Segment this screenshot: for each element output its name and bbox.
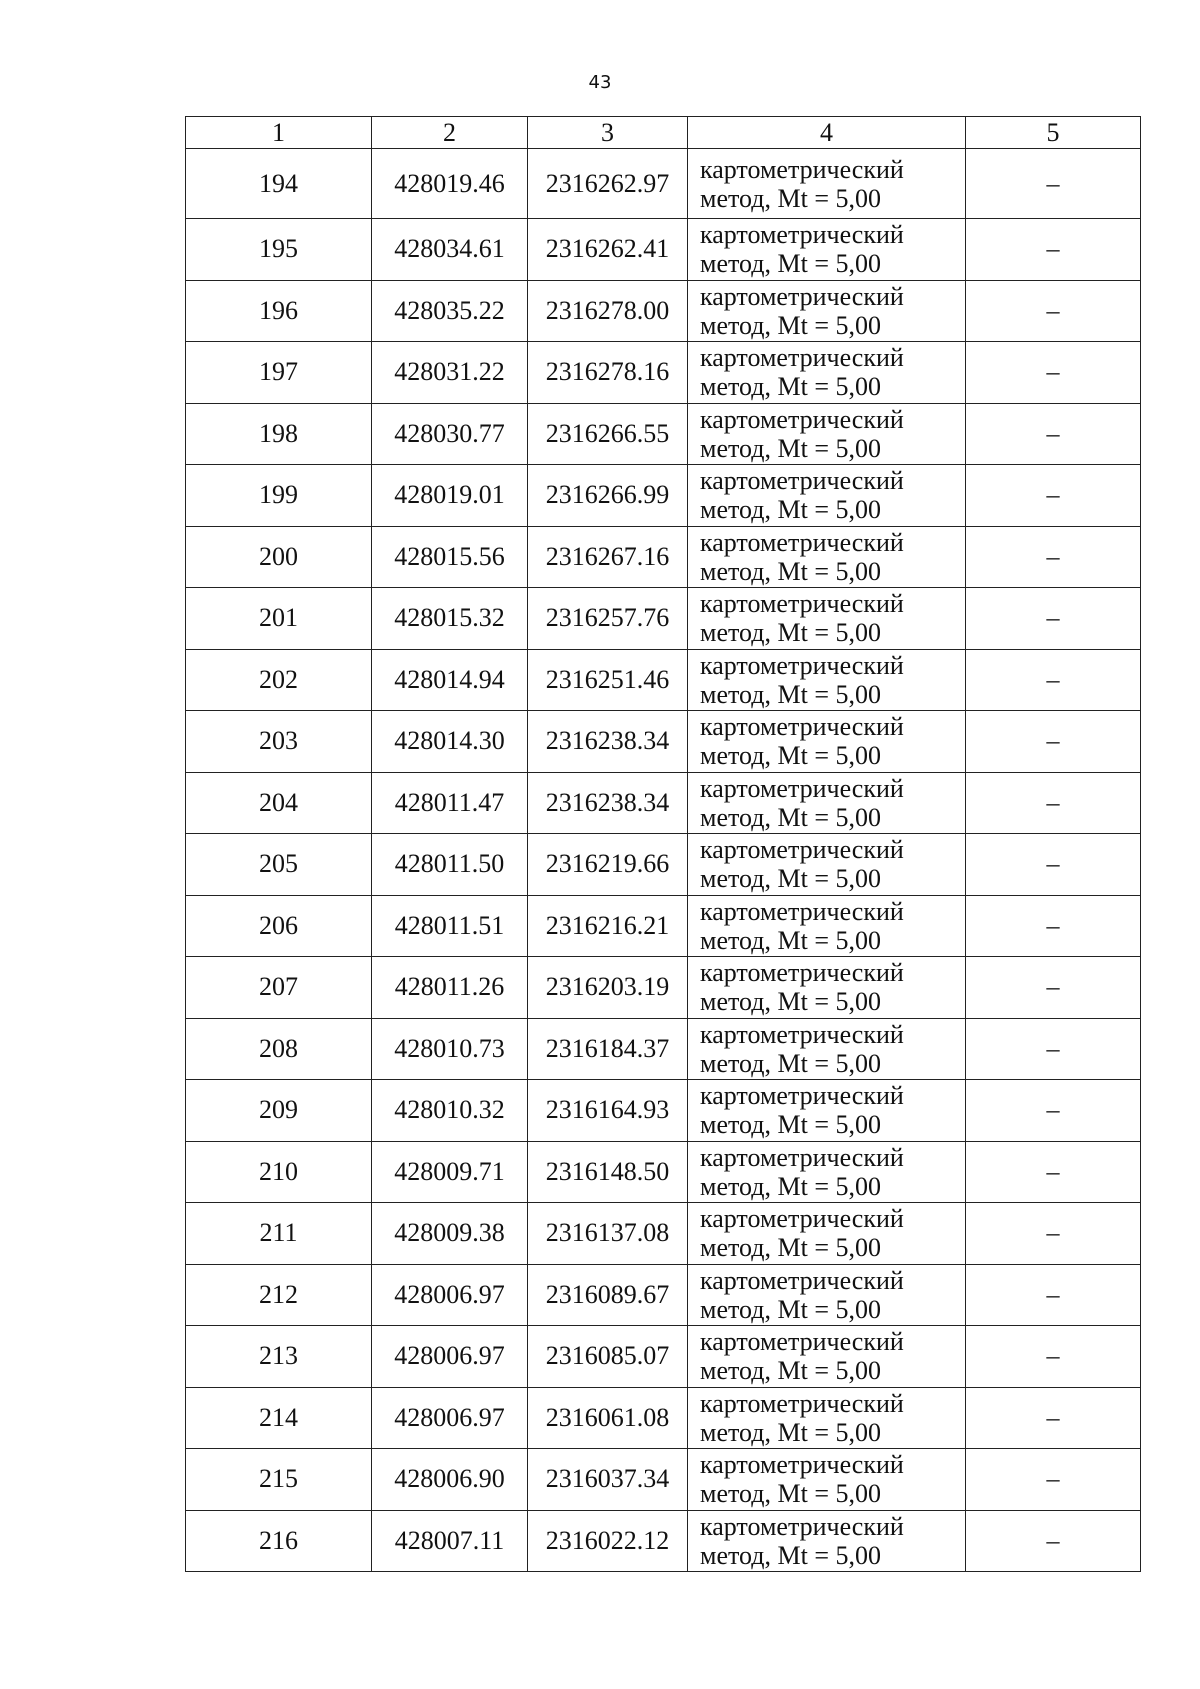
point-number-cell: 213 <box>186 1326 372 1388</box>
point-number-cell: 216 <box>186 1510 372 1572</box>
x-coordinate-cell: 428019.46 <box>372 149 528 219</box>
method-line-2: метод, Mt = 5,00 <box>700 679 881 709</box>
method-line-2: метод, Mt = 5,00 <box>700 433 881 463</box>
method-cell <box>688 342 966 404</box>
note-cell: – <box>966 834 1141 896</box>
note-cell: – <box>966 1080 1141 1142</box>
method-line-1: картометрический <box>700 1388 904 1418</box>
note-cell: – <box>966 1203 1141 1265</box>
y-coordinate-cell: 2316262.41 <box>528 219 688 281</box>
header-col-2: 2 <box>372 117 528 149</box>
x-coordinate-cell: 428035.22 <box>372 280 528 342</box>
x-coordinate-cell: 428010.32 <box>372 1080 528 1142</box>
note-cell: – <box>966 1141 1141 1203</box>
note-cell: – <box>966 588 1141 650</box>
table-row <box>186 1510 1141 1572</box>
method-line-1: картометрический <box>700 1511 904 1541</box>
point-number-cell: 210 <box>186 1141 372 1203</box>
note-cell: – <box>966 1387 1141 1449</box>
point-number-cell: 201 <box>186 588 372 650</box>
y-coordinate-cell: 2316216.21 <box>528 895 688 957</box>
x-coordinate-cell: 428034.61 <box>372 219 528 281</box>
method-cell <box>688 219 966 281</box>
x-coordinate-cell: 428010.73 <box>372 1018 528 1080</box>
y-coordinate-cell: 2316257.76 <box>528 588 688 650</box>
method-line-2: метод, Mt = 5,00 <box>700 495 881 525</box>
y-coordinate-cell: 2316022.12 <box>528 1510 688 1572</box>
method-line-1: картометрический <box>700 343 904 373</box>
point-number-cell: 200 <box>186 526 372 588</box>
method-cell <box>688 1203 966 1265</box>
note-cell: – <box>966 1018 1141 1080</box>
y-coordinate-cell: 2316037.34 <box>528 1449 688 1511</box>
method-line-1: картометрический <box>700 958 904 988</box>
x-coordinate-cell: 428015.56 <box>372 526 528 588</box>
y-coordinate-cell: 2316203.19 <box>528 957 688 1019</box>
table-row <box>186 1203 1141 1265</box>
method-line-1: картометрический <box>700 466 904 496</box>
x-coordinate-cell: 428019.01 <box>372 465 528 527</box>
method-cell <box>688 1510 966 1572</box>
table-row <box>186 219 1141 281</box>
header-col-4: 4 <box>688 117 966 149</box>
method-cell <box>688 649 966 711</box>
method-cell <box>688 1326 966 1388</box>
point-number-cell: 211 <box>186 1203 372 1265</box>
method-line-1: картометрический <box>700 773 904 803</box>
method-line-1: картометрический <box>700 1019 904 1049</box>
table-row <box>186 1326 1141 1388</box>
method-cell <box>688 895 966 957</box>
y-coordinate-cell: 2316085.07 <box>528 1326 688 1388</box>
table-row <box>186 342 1141 404</box>
method-cell <box>688 772 966 834</box>
note-cell: – <box>966 403 1141 465</box>
y-coordinate-cell: 2316148.50 <box>528 1141 688 1203</box>
header-col-1: 1 <box>186 117 372 149</box>
method-line-2: метод, Mt = 5,00 <box>700 741 881 771</box>
method-cell <box>688 1264 966 1326</box>
y-coordinate-cell: 2316278.00 <box>528 280 688 342</box>
y-coordinate-cell: 2316262.97 <box>528 149 688 219</box>
y-coordinate-cell: 2316251.46 <box>528 649 688 711</box>
header-col-5: 5 <box>966 117 1141 149</box>
x-coordinate-cell: 428011.47 <box>372 772 528 834</box>
point-number-cell: 207 <box>186 957 372 1019</box>
header-col-3: 3 <box>528 117 688 149</box>
method-cell <box>688 588 966 650</box>
y-coordinate-cell: 2316266.55 <box>528 403 688 465</box>
method-line-1: картометрический <box>700 1327 904 1357</box>
method-line-2: метод, Mt = 5,00 <box>700 802 881 832</box>
method-line-1: картометрический <box>700 220 904 250</box>
point-number-cell: 196 <box>186 280 372 342</box>
method-cell <box>688 1080 966 1142</box>
table-row <box>186 711 1141 773</box>
point-number-cell: 195 <box>186 219 372 281</box>
y-coordinate-cell: 2316238.34 <box>528 772 688 834</box>
point-number-cell: 208 <box>186 1018 372 1080</box>
table-row <box>186 1080 1141 1142</box>
method-cell <box>688 280 966 342</box>
method-cell <box>688 149 966 219</box>
x-coordinate-cell: 428006.97 <box>372 1387 528 1449</box>
method-line-1: картометрический <box>700 527 904 557</box>
point-number-cell: 215 <box>186 1449 372 1511</box>
x-coordinate-cell: 428011.26 <box>372 957 528 1019</box>
method-cell <box>688 403 966 465</box>
y-coordinate-cell: 2316267.16 <box>528 526 688 588</box>
table-row <box>186 772 1141 834</box>
method-line-2: метод, Mt = 5,00 <box>700 864 881 894</box>
x-coordinate-cell: 428030.77 <box>372 403 528 465</box>
x-coordinate-cell: 428006.97 <box>372 1264 528 1326</box>
method-cell <box>688 957 966 1019</box>
note-cell: – <box>966 219 1141 281</box>
method-line-1: картометрический <box>700 589 904 619</box>
note-cell: – <box>966 526 1141 588</box>
point-number-cell: 199 <box>186 465 372 527</box>
x-coordinate-cell: 428011.50 <box>372 834 528 896</box>
method-line-1: картометрический <box>700 404 904 434</box>
table-row <box>186 1387 1141 1449</box>
method-line-1: картометрический <box>700 281 904 311</box>
y-coordinate-cell: 2316278.16 <box>528 342 688 404</box>
point-number-cell: 194 <box>186 149 372 219</box>
note-cell: – <box>966 465 1141 527</box>
method-line-2: метод, Mt = 5,00 <box>700 1110 881 1140</box>
point-number-cell: 197 <box>186 342 372 404</box>
method-cell <box>688 1449 966 1511</box>
table-body <box>186 149 1141 1572</box>
x-coordinate-cell: 428006.97 <box>372 1326 528 1388</box>
method-cell <box>688 1387 966 1449</box>
y-coordinate-cell: 2316238.34 <box>528 711 688 773</box>
method-line-2: метод, Mt = 5,00 <box>700 987 881 1017</box>
method-line-1: картометрический <box>700 650 904 680</box>
y-coordinate-cell: 2316266.99 <box>528 465 688 527</box>
table-header-row <box>186 117 1141 149</box>
y-coordinate-cell: 2316061.08 <box>528 1387 688 1449</box>
method-line-1: картометрический <box>700 1450 904 1480</box>
table-row <box>186 895 1141 957</box>
x-coordinate-cell: 428031.22 <box>372 342 528 404</box>
method-line-2: метод, Mt = 5,00 <box>700 1048 881 1078</box>
method-cell <box>688 1018 966 1080</box>
point-number-cell: 214 <box>186 1387 372 1449</box>
y-coordinate-cell: 2316184.37 <box>528 1018 688 1080</box>
y-coordinate-cell: 2316164.93 <box>528 1080 688 1142</box>
method-line-2: метод, Mt = 5,00 <box>700 183 881 213</box>
table-row <box>186 1449 1141 1511</box>
method-line-1: картометрический <box>700 896 904 926</box>
method-line-1: картометрический <box>700 1265 904 1295</box>
method-line-2: метод, Mt = 5,00 <box>700 1294 881 1324</box>
method-line-2: метод, Mt = 5,00 <box>700 249 881 279</box>
method-line-1: картометрический <box>700 835 904 865</box>
point-number-cell: 198 <box>186 403 372 465</box>
point-number-cell: 212 <box>186 1264 372 1326</box>
method-line-1: картометрический <box>700 712 904 742</box>
table-row <box>186 1141 1141 1203</box>
method-line-2: метод, Mt = 5,00 <box>700 310 881 340</box>
x-coordinate-cell: 428009.71 <box>372 1141 528 1203</box>
x-coordinate-cell: 428007.11 <box>372 1510 528 1572</box>
point-number-cell: 203 <box>186 711 372 773</box>
method-line-2: метод, Mt = 5,00 <box>700 1171 881 1201</box>
y-coordinate-cell: 2316137.08 <box>528 1203 688 1265</box>
note-cell: – <box>966 772 1141 834</box>
note-cell: – <box>966 342 1141 404</box>
table-row <box>186 588 1141 650</box>
point-number-cell: 204 <box>186 772 372 834</box>
coordinates-table <box>185 116 1141 1572</box>
note-cell: – <box>966 149 1141 219</box>
point-number-cell: 202 <box>186 649 372 711</box>
point-number-cell: 206 <box>186 895 372 957</box>
method-cell <box>688 834 966 896</box>
note-cell: – <box>966 957 1141 1019</box>
method-cell <box>688 711 966 773</box>
method-line-2: метод, Mt = 5,00 <box>700 1356 881 1386</box>
y-coordinate-cell: 2316219.66 <box>528 834 688 896</box>
table-row <box>186 465 1141 527</box>
method-line-2: метод, Mt = 5,00 <box>700 1479 881 1509</box>
x-coordinate-cell: 428014.30 <box>372 711 528 773</box>
table-row <box>186 280 1141 342</box>
method-line-2: метод, Mt = 5,00 <box>700 1417 881 1447</box>
method-line-2: метод, Mt = 5,00 <box>700 556 881 586</box>
x-coordinate-cell: 428006.90 <box>372 1449 528 1511</box>
x-coordinate-cell: 428009.38 <box>372 1203 528 1265</box>
method-cell <box>688 526 966 588</box>
table-row <box>186 957 1141 1019</box>
point-number-cell: 209 <box>186 1080 372 1142</box>
method-line-1: картометрический <box>700 1204 904 1234</box>
x-coordinate-cell: 428011.51 <box>372 895 528 957</box>
method-line-2: метод, Mt = 5,00 <box>700 618 881 648</box>
table-row <box>186 649 1141 711</box>
note-cell: – <box>966 895 1141 957</box>
method-line-1: картометрический <box>700 154 904 184</box>
note-cell: – <box>966 1449 1141 1511</box>
method-line-1: картометрический <box>700 1142 904 1172</box>
method-cell <box>688 1141 966 1203</box>
method-line-2: метод, Mt = 5,00 <box>700 925 881 955</box>
table-row <box>186 1018 1141 1080</box>
page-number: 43 <box>588 72 612 93</box>
note-cell: – <box>966 1510 1141 1572</box>
method-cell <box>688 465 966 527</box>
table-row <box>186 403 1141 465</box>
method-line-1: картометрический <box>700 1081 904 1111</box>
table-row <box>186 1264 1141 1326</box>
x-coordinate-cell: 428014.94 <box>372 649 528 711</box>
method-line-2: метод, Mt = 5,00 <box>700 372 881 402</box>
method-line-2: метод, Mt = 5,00 <box>700 1540 881 1570</box>
y-coordinate-cell: 2316089.67 <box>528 1264 688 1326</box>
note-cell: – <box>966 649 1141 711</box>
method-line-2: метод, Mt = 5,00 <box>700 1233 881 1263</box>
note-cell: – <box>966 711 1141 773</box>
table-row <box>186 149 1141 219</box>
note-cell: – <box>966 280 1141 342</box>
table-row <box>186 526 1141 588</box>
note-cell: – <box>966 1264 1141 1326</box>
x-coordinate-cell: 428015.32 <box>372 588 528 650</box>
note-cell: – <box>966 1326 1141 1388</box>
point-number-cell: 205 <box>186 834 372 896</box>
table-row <box>186 834 1141 896</box>
